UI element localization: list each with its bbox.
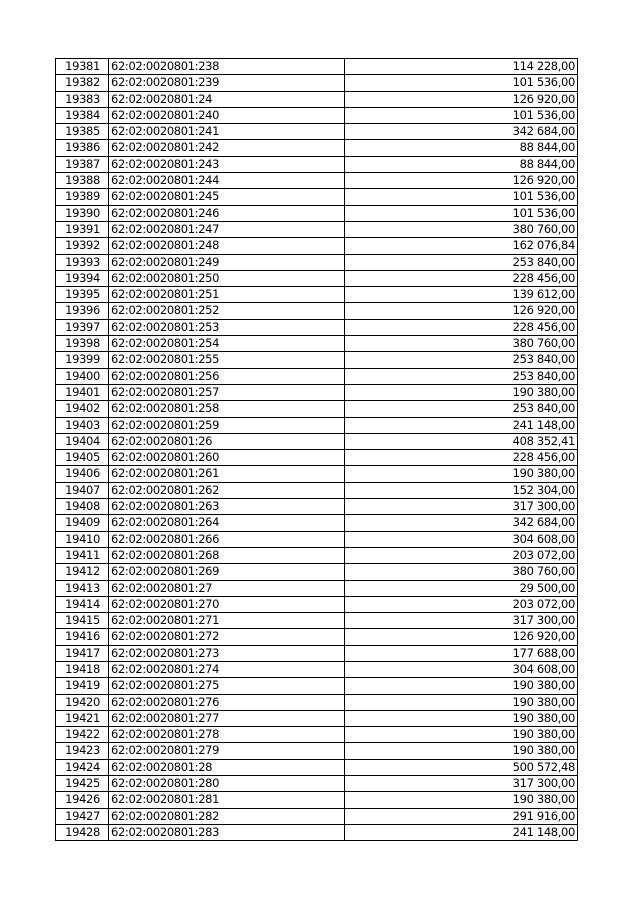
table-row — [56, 694, 578, 710]
cadastral-value-cell: 317 300,00 — [345, 499, 578, 515]
cadastral-value-cell: 380 760,00 — [345, 564, 578, 580]
cadastral-number-cell: 62:02:0020801:268 — [109, 547, 345, 563]
cadastral-value-cell: 203 072,00 — [345, 547, 578, 563]
cadastral-value-cell: 177 688,00 — [345, 645, 578, 661]
row-number-cell: 19406 — [56, 466, 109, 482]
cadastral-value-cell: 253 840,00 — [345, 368, 578, 384]
cadastral-value-cell: 304 608,00 — [345, 531, 578, 547]
cadastral-value-cell: 253 840,00 — [345, 352, 578, 368]
cadastral-number-cell: 62:02:0020801:249 — [109, 254, 345, 270]
cadastral-number-cell: 62:02:0020801:260 — [109, 450, 345, 466]
row-number-cell: 19396 — [56, 303, 109, 319]
cadastral-number-cell: 62:02:0020801:275 — [109, 678, 345, 694]
cadastral-number-cell: 62:02:0020801:247 — [109, 221, 345, 237]
table-row — [56, 75, 578, 91]
row-number-cell: 19398 — [56, 336, 109, 352]
row-number-cell: 19412 — [56, 564, 109, 580]
table-row — [56, 499, 578, 515]
cadastral-number-cell: 62:02:0020801:252 — [109, 303, 345, 319]
cadastral-number-cell: 62:02:0020801:250 — [109, 270, 345, 286]
cadastral-number-cell: 62:02:0020801:28 — [109, 759, 345, 775]
cadastral-value-cell: 317 300,00 — [345, 613, 578, 629]
table-row — [56, 515, 578, 531]
table-row — [56, 221, 578, 237]
cadastral-value-cell: 190 380,00 — [345, 466, 578, 482]
table-row — [56, 352, 578, 368]
row-number-cell: 19395 — [56, 287, 109, 303]
cadastral-number-cell: 62:02:0020801:277 — [109, 710, 345, 726]
row-number-cell: 19426 — [56, 792, 109, 808]
table-row — [56, 759, 578, 775]
cadastral-number-cell: 62:02:0020801:259 — [109, 417, 345, 433]
table-row — [56, 417, 578, 433]
cadastral-number-cell: 62:02:0020801:273 — [109, 645, 345, 661]
row-number-cell: 19411 — [56, 547, 109, 563]
cadastral-number-cell: 62:02:0020801:244 — [109, 173, 345, 189]
table-row — [56, 140, 578, 156]
cadastral-number-cell: 62:02:0020801:266 — [109, 531, 345, 547]
cadastral-number-cell: 62:02:0020801:246 — [109, 205, 345, 221]
row-number-cell: 19401 — [56, 384, 109, 400]
cadastral-number-cell: 62:02:0020801:263 — [109, 499, 345, 515]
cadastral-value-cell: 139 612,00 — [345, 287, 578, 303]
row-number-cell: 19381 — [56, 59, 109, 75]
table-row — [56, 401, 578, 417]
cadastral-number-cell: 62:02:0020801:264 — [109, 515, 345, 531]
table-row — [56, 238, 578, 254]
row-number-cell: 19416 — [56, 629, 109, 645]
table-row — [56, 91, 578, 107]
cadastral-number-cell: 62:02:0020801:239 — [109, 75, 345, 91]
row-number-cell: 19413 — [56, 580, 109, 596]
row-number-cell: 19428 — [56, 824, 109, 840]
table-row — [56, 59, 578, 75]
table-row — [56, 743, 578, 759]
row-number-cell: 19417 — [56, 645, 109, 661]
cadastral-value-cell: 29 500,00 — [345, 580, 578, 596]
table-row — [56, 710, 578, 726]
row-number-cell: 19422 — [56, 727, 109, 743]
table-row — [56, 596, 578, 612]
cadastral-number-cell: 62:02:0020801:245 — [109, 189, 345, 205]
cadastral-number-cell: 62:02:0020801:253 — [109, 319, 345, 335]
cadastral-value-cell: 190 380,00 — [345, 384, 578, 400]
cadastral-value-cell: 380 760,00 — [345, 221, 578, 237]
cadastral-number-cell: 62:02:0020801:274 — [109, 661, 345, 677]
table-row — [56, 368, 578, 384]
row-number-cell: 19415 — [56, 613, 109, 629]
cadastral-value-cell: 88 844,00 — [345, 156, 578, 172]
cadastral-value-cell: 190 380,00 — [345, 694, 578, 710]
table-row — [56, 319, 578, 335]
cadastral-number-cell: 62:02:0020801:279 — [109, 743, 345, 759]
table-row — [56, 254, 578, 270]
row-number-cell: 19407 — [56, 482, 109, 498]
cadastral-value-cell: 304 608,00 — [345, 661, 578, 677]
row-number-cell: 19387 — [56, 156, 109, 172]
cadastral-number-cell: 62:02:0020801:27 — [109, 580, 345, 596]
table-row — [56, 287, 578, 303]
table-row — [56, 727, 578, 743]
cadastral-value-cell: 190 380,00 — [345, 678, 578, 694]
row-number-cell: 19414 — [56, 596, 109, 612]
cadastral-number-cell: 62:02:0020801:26 — [109, 433, 345, 449]
table-row — [56, 205, 578, 221]
row-number-cell: 19394 — [56, 270, 109, 286]
table-row — [56, 124, 578, 140]
row-number-cell: 19423 — [56, 743, 109, 759]
cadastral-value-cell: 126 920,00 — [345, 629, 578, 645]
table-row — [56, 531, 578, 547]
cadastral-value-cell: 101 536,00 — [345, 75, 578, 91]
cadastral-value-cell: 228 456,00 — [345, 450, 578, 466]
cadastral-value-cell: 126 920,00 — [345, 91, 578, 107]
cadastral-number-cell: 62:02:0020801:271 — [109, 613, 345, 629]
row-number-cell: 19421 — [56, 710, 109, 726]
row-number-cell: 19399 — [56, 352, 109, 368]
cadastral-value-cell: 380 760,00 — [345, 336, 578, 352]
cadastral-number-cell: 62:02:0020801:261 — [109, 466, 345, 482]
cadastral-value-cell: 126 920,00 — [345, 303, 578, 319]
cadastral-number-cell: 62:02:0020801:278 — [109, 727, 345, 743]
row-number-cell: 19400 — [56, 368, 109, 384]
row-number-cell: 19425 — [56, 776, 109, 792]
cadastral-value-cell: 342 684,00 — [345, 124, 578, 140]
cadastral-number-cell: 62:02:0020801:272 — [109, 629, 345, 645]
cadastral-value-cell: 500 572,48 — [345, 759, 578, 775]
cadastral-number-cell: 62:02:0020801:24 — [109, 91, 345, 107]
cadastral-value-cell: 342 684,00 — [345, 515, 578, 531]
cadastral-value-cell: 190 380,00 — [345, 710, 578, 726]
row-number-cell: 19384 — [56, 107, 109, 123]
row-number-cell: 19427 — [56, 808, 109, 824]
table-row — [56, 433, 578, 449]
cadastral-number-cell: 62:02:0020801:282 — [109, 808, 345, 824]
row-number-cell: 19418 — [56, 661, 109, 677]
table-body — [56, 59, 578, 841]
cadastral-number-cell: 62:02:0020801:242 — [109, 140, 345, 156]
table-row — [56, 564, 578, 580]
row-number-cell: 19389 — [56, 189, 109, 205]
cadastral-number-cell: 62:02:0020801:254 — [109, 336, 345, 352]
table-row — [56, 613, 578, 629]
table-row — [56, 661, 578, 677]
table-row — [56, 384, 578, 400]
table-row — [56, 645, 578, 661]
cadastral-number-cell: 62:02:0020801:238 — [109, 59, 345, 75]
cadastral-value-cell: 203 072,00 — [345, 596, 578, 612]
row-number-cell: 19405 — [56, 450, 109, 466]
row-number-cell: 19404 — [56, 433, 109, 449]
table-row — [56, 466, 578, 482]
cadastral-value-cell: 253 840,00 — [345, 401, 578, 417]
table-row — [56, 303, 578, 319]
table-row — [56, 270, 578, 286]
cadastral-number-cell: 62:02:0020801:280 — [109, 776, 345, 792]
row-number-cell: 19390 — [56, 205, 109, 221]
row-number-cell: 19403 — [56, 417, 109, 433]
cadastral-number-cell: 62:02:0020801:258 — [109, 401, 345, 417]
table-row — [56, 547, 578, 563]
table-row — [56, 173, 578, 189]
row-number-cell: 19386 — [56, 140, 109, 156]
cadastral-value-cell: 190 380,00 — [345, 792, 578, 808]
table-row — [56, 792, 578, 808]
row-number-cell: 19409 — [56, 515, 109, 531]
cadastral-value-cell: 190 380,00 — [345, 743, 578, 759]
table-row — [56, 678, 578, 694]
row-number-cell: 19393 — [56, 254, 109, 270]
row-number-cell: 19383 — [56, 91, 109, 107]
table-row — [56, 156, 578, 172]
cadastral-value-cell: 317 300,00 — [345, 776, 578, 792]
cadastral-number-cell: 62:02:0020801:262 — [109, 482, 345, 498]
cadastral-number-cell: 62:02:0020801:243 — [109, 156, 345, 172]
cadastral-value-cell: 162 076,84 — [345, 238, 578, 254]
cadastral-value-cell: 241 148,00 — [345, 824, 578, 840]
cadastral-number-cell: 62:02:0020801:255 — [109, 352, 345, 368]
cadastral-value-cell: 241 148,00 — [345, 417, 578, 433]
table-row — [56, 107, 578, 123]
row-number-cell: 19402 — [56, 401, 109, 417]
cadastral-number-cell: 62:02:0020801:256 — [109, 368, 345, 384]
row-number-cell: 19420 — [56, 694, 109, 710]
row-number-cell: 19391 — [56, 221, 109, 237]
cadastral-value-cell: 228 456,00 — [345, 270, 578, 286]
cadastral-number-cell: 62:02:0020801:270 — [109, 596, 345, 612]
row-number-cell: 19388 — [56, 173, 109, 189]
cadastral-number-cell: 62:02:0020801:240 — [109, 107, 345, 123]
cadastral-number-cell: 62:02:0020801:276 — [109, 694, 345, 710]
table-row — [56, 189, 578, 205]
row-number-cell: 19424 — [56, 759, 109, 775]
table-row — [56, 482, 578, 498]
cadastral-value-cell: 114 228,00 — [345, 59, 578, 75]
cadastral-number-cell: 62:02:0020801:248 — [109, 238, 345, 254]
table-row — [56, 336, 578, 352]
table-row — [56, 450, 578, 466]
cadastral-value-cell: 228 456,00 — [345, 319, 578, 335]
cadastral-number-cell: 62:02:0020801:241 — [109, 124, 345, 140]
table-row — [56, 808, 578, 824]
cadastral-number-cell: 62:02:0020801:251 — [109, 287, 345, 303]
cadastral-value-cell: 88 844,00 — [345, 140, 578, 156]
table-row — [56, 580, 578, 596]
cadastral-value-cell: 101 536,00 — [345, 189, 578, 205]
cadastral-value-cell: 253 840,00 — [345, 254, 578, 270]
row-number-cell: 19385 — [56, 124, 109, 140]
row-number-cell: 19408 — [56, 499, 109, 515]
cadastral-value-cell: 408 352,41 — [345, 433, 578, 449]
table-row — [56, 824, 578, 840]
row-number-cell: 19419 — [56, 678, 109, 694]
cadastral-value-cell: 152 304,00 — [345, 482, 578, 498]
table-row — [56, 776, 578, 792]
cadastral-value-cell: 190 380,00 — [345, 727, 578, 743]
cadastral-value-cell: 126 920,00 — [345, 173, 578, 189]
row-number-cell: 19392 — [56, 238, 109, 254]
cadastral-value-table — [55, 58, 578, 841]
cadastral-number-cell: 62:02:0020801:283 — [109, 824, 345, 840]
cadastral-value-cell: 101 536,00 — [345, 205, 578, 221]
table-row — [56, 629, 578, 645]
cadastral-number-cell: 62:02:0020801:281 — [109, 792, 345, 808]
row-number-cell: 19410 — [56, 531, 109, 547]
row-number-cell: 19382 — [56, 75, 109, 91]
cadastral-number-cell: 62:02:0020801:269 — [109, 564, 345, 580]
cadastral-value-cell: 291 916,00 — [345, 808, 578, 824]
cadastral-number-cell: 62:02:0020801:257 — [109, 384, 345, 400]
row-number-cell: 19397 — [56, 319, 109, 335]
cadastral-value-cell: 101 536,00 — [345, 107, 578, 123]
